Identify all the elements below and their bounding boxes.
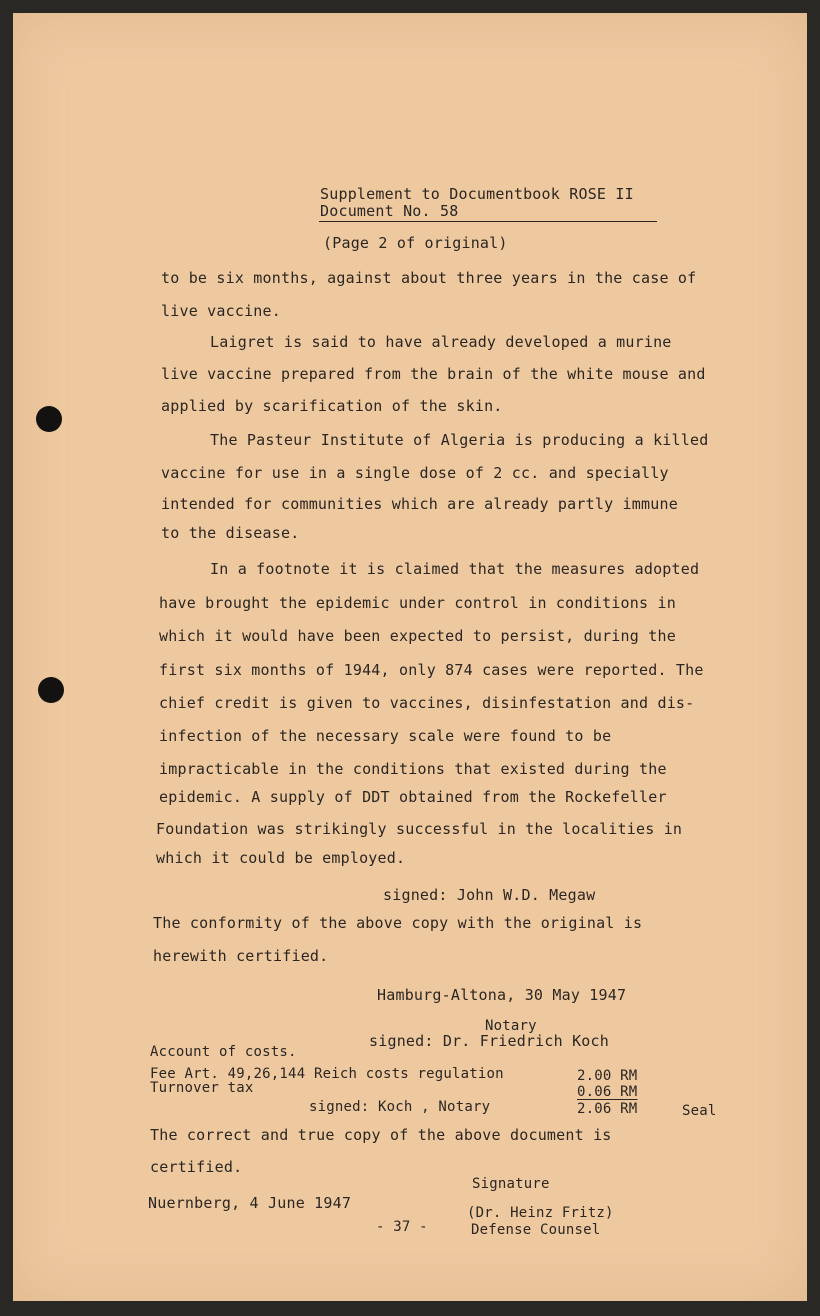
signer-name: (Dr. Heinz Fritz) xyxy=(467,1205,614,1221)
body-line: have brought the epidemic under control in conditions in xyxy=(159,594,676,612)
body-line: In a footnote it is claimed that the measures adopted xyxy=(210,560,700,578)
header-title: Supplement to Documentbook ROSE II xyxy=(320,185,634,203)
seal-label: Seal xyxy=(682,1103,717,1119)
tax-amount: 0.06 RM xyxy=(577,1084,638,1100)
signature-label: Signature xyxy=(472,1176,550,1192)
body-line: infection of the necessary scale were found to be xyxy=(159,727,612,745)
body-line: epidemic. A supply of DDT obtained from the Rockefeller xyxy=(159,788,667,806)
final-certification-text: certified. xyxy=(150,1158,243,1176)
total-amount: 2.06 RM xyxy=(577,1101,638,1117)
certification-text: The conformity of the above copy with the original is xyxy=(153,914,643,932)
document-number: Document No. 58 xyxy=(320,202,459,220)
body-line: The Pasteur Institute of Algeria is producing a killed xyxy=(210,431,709,449)
costs-heading: Account of costs. xyxy=(150,1044,297,1060)
body-line: which it would have been expected to persist, during the xyxy=(159,627,676,645)
certification-text: herewith certified. xyxy=(153,947,329,965)
tax-label: Turnover tax xyxy=(150,1080,254,1096)
final-place-date: Nuernberg, 4 June 1947 xyxy=(148,1194,352,1212)
costs-signature: signed: Koch , Notary xyxy=(309,1099,491,1115)
punch-hole xyxy=(38,677,64,703)
body-line: Foundation was strikingly successful in the localities in xyxy=(156,820,683,838)
body-line: first six months of 1944, only 874 cases were reported. The xyxy=(159,661,704,679)
body-line: to the disease. xyxy=(161,524,300,542)
body-line: intended for communities which are already partly immune xyxy=(161,495,678,513)
punch-hole xyxy=(36,406,62,432)
fee-label: Fee Art. 49,26,144 Reich costs regulation xyxy=(150,1066,504,1082)
signer-title: Defense Counsel xyxy=(471,1222,601,1238)
header-underline xyxy=(319,221,657,222)
body-line: Laigret is said to have already developed a murine xyxy=(210,333,672,351)
original-signature: signed: John W.D. Megaw xyxy=(383,886,596,904)
body-line: live vaccine. xyxy=(161,302,281,320)
body-line: vaccine for use in a single dose of 2 cc. and specially xyxy=(161,464,669,482)
body-line: to be six months, against about three years in the case of xyxy=(161,269,697,287)
notary-signature: signed: Dr. Friedrich Koch xyxy=(369,1032,609,1050)
body-line: chief credit is given to vaccines, disinfestation and dis- xyxy=(159,694,695,712)
body-line: live vaccine prepared from the brain of the white mouse and xyxy=(161,365,706,383)
document-page xyxy=(13,13,807,1301)
certification-place-date: Hamburg-Altona, 30 May 1947 xyxy=(377,986,627,1004)
body-line: impracticable in the conditions that existed during the xyxy=(159,760,667,778)
page-number: - 37 - xyxy=(376,1219,428,1235)
notary-title: Notary xyxy=(485,1018,537,1034)
fee-amount: 2.00 RM xyxy=(577,1068,638,1084)
body-line: which it could be employed. xyxy=(156,849,406,867)
final-certification-text: The correct and true copy of the above document is xyxy=(150,1126,612,1144)
body-line: applied by scarification of the skin. xyxy=(161,397,503,415)
page-note: (Page 2 of original) xyxy=(323,234,508,252)
